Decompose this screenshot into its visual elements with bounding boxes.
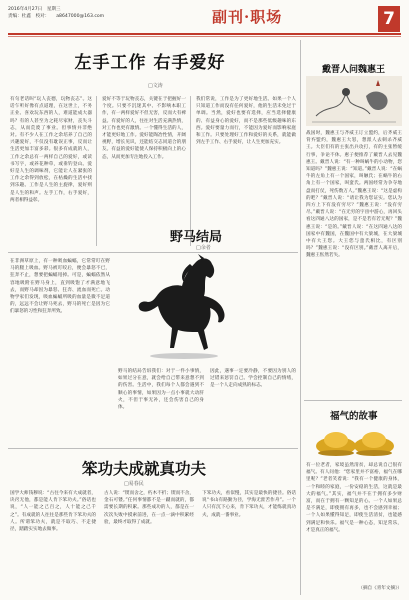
article-byline: □易春民 [124, 481, 144, 487]
article-title: 野马结局 [170, 230, 223, 245]
column-divider [96, 96, 97, 246]
article-text: 在非洲草原上，有一种吸血蝙蝠，它常常叮在野马的腿上吸血。野马被叮咬后，便会暴怒不已，狂奔不止，想要把蝙蝠甩掉。可是，蝙蝠依然从容地吸附在野马身上，直到吸饱了才满意地飞去，而野马却因为暴怒、狂奔、流血而死亡。动物学家们发现，吸血蝙蝠所吸的血量是微不足道的，远远不会让野马死去，野马的死亡是因为它们暴怒的习性和狂奔所致。 [10, 259, 110, 315]
article-title: 左手工作 右手爱好 [74, 53, 226, 73]
section-logo: 副刊·职场 [212, 8, 283, 26]
article-title: 笨功夫成就真功夫 [81, 459, 206, 478]
article-byline: □余者 [196, 245, 211, 251]
article-text: 有句老话叫“玩人丧德，玩物丧志”。这话乍听好像有点道理，在这世上，不务正业、喜欢玩东西的人，难道能成大器吗？有的人甚至为之耗尽家财，丧失斗志，从而荒废了事业。但事情并非绝对。有不少人在工作之余培养了自己的兴趣爱好，不仅没有耽误正事，反而让生活更加丰富多彩。很多有成就的人，工作之余总有一两样自己的爱好，或读书写字，或养花种草，或垂钓登山。爱好是人生的调味剂，它能让人在紧张的工作之余得到放松，在枯燥的生活中找到乐趣。工作是人生的主旋律，爱好则是人生的和声。左手工作，右手爱好，两者相得益彰。 [10, 97, 92, 203]
column-divider [300, 40, 301, 595]
editor-line: 责编：杜鑫 校对： a8647000@163.com [8, 14, 105, 19]
article-text: 国学大师钱穆说：“古往今来有大成就者，诀窍无他，都是能人肯下笨功夫。”俗话也说，“人一能之己百之，人十能之己千之”。有成就的人往往是那些肯下笨功夫的人。所谓笨功夫，就是不取巧、不走捷径，踏踏实实地去做事。 [10, 491, 96, 533]
gold-ingot-illustration [312, 420, 398, 460]
section-rule [8, 448, 298, 449]
article-text: 爱好不等于玩物丧志，关键在于把握好一个度。只要不沉迷其中、不影响本职工作，有一两样爱好不但无害，反而大有裨益。有爱好的人，往往对生活充满热情，对工作也更有激情。一个懂得生活的人，才能更好地工作。爱好能陶冶性情，开阔视野，增长见识，还能结交志同道合的朋友。有益的爱好能使人保持积极向上的心态，从而更加专注地投入工作。 [102, 97, 186, 160]
article-text: 下笨功夫，看似慢，其实是最快的捷径。俗话说“书山有路勤为径，学海无涯苦作舟”。一个人只有沉下心来，肯下笨功夫，才能练就真功夫，成就一番事业。 [202, 491, 296, 518]
masthead-meta [8, 6, 158, 20]
article-text: 野马的结局告诉我们：对于一件小事情，如果过分在意，就会给自己带来意想不到的伤害。生活中，我们每个人都会遇到不顺心的事情，如果因为一点小事就大动肝火，不但于事无补，还会伤害自己的身体。 [118, 369, 204, 411]
section-rule [304, 400, 402, 401]
article-title: 福气的故事 [330, 411, 378, 422]
horse-illustration [118, 252, 238, 364]
article-text: 我们常说，工作是为了更好地生活。如果一个人只知道工作而没有任何爱好，他的生活未免过于单调。当然，爱好也要有选择，应当选择健康的、有益身心的爱好，而不是那些低级趣味的东西。爱好要量力而行，不能因为爱好而影响家庭和工作。只要处理好工作和爱好的关系，就能做到左手工作、右手爱好，让人生更加充实。 [196, 97, 296, 146]
issue-date: 2016年4月27日 星期三 [8, 7, 61, 12]
column-divider [190, 96, 191, 246]
header-rule-thin [8, 36, 401, 37]
article-source: （摘自《青年文摘》） [358, 586, 402, 591]
page-number: 7 [378, 6, 400, 32]
article-title: 戴晋人问魏惠王 [322, 65, 386, 75]
article-text: 因此，遇事一定要冷静，不要因为别人的过错来惩罚自己。学会控制自己的情绪，是一个人走向成熟的标志。 [210, 369, 296, 389]
article-text: 有一位老者，家境虽然清贫，却总说自己很有福气。有人问他：“您家里并不富裕，福气在哪里呢？”老者笑着说：“我有一个健康的身体，一个和睦的家庭，一份安稳的生活，这就是最大的福气。”其实，福气并不在于拥有多少财富，而在于拥有一颗知足的心。一个人如果总是不满足，即使拥有再多，也不会感到幸福；一个人如果懂得知足，即使生活清贫，也能感到满足和快乐。福气是一种心态，知足常乐，才是真正的福气。 [306, 463, 402, 533]
article-text: 古人说：“锲而舍之，朽木不折；锲而不舍，金石可镂。”任何事情都不是一蹴而就的，都需要长期的积累。那些成功的人，都是在一次次失败中摸索前进，在一点一滴中积累经验，最终才取得了成就。 [104, 491, 194, 525]
article-text: 战国时，魏惠王与齐威王订立盟约，后齐威王背弃盟约，魏惠王大怒，想派人去刺杀齐威王。大臣们有的主张出兵攻打，有的主张暂缓行事，争论不休。惠子便推荐了戴晋人去见魏惠王。戴晋人说：“有一种叫蜗牛的小动物，您知道吗？”魏惠王说：“知道。”戴晋人说：“在蜗牛的左角上有一个国家，叫触氏；在蜗牛的右角上有一个国家，叫蛮氏。两国经常为争夺地盘而打仗，死伤数万人。”魏惠王说：“这是虚构的吧？”戴晋人说：“请让我为您证实。您认为四方上下有没有穷尽？”魏惠王说：“没有穷尽。”戴晋人说：“在无穷的宇宙中游心，再回头看这四通八达的国家，是不是若有若无呢？”魏惠王说：“是的。”戴晋人说：“在这四通八达的国家中有魏国，在魏国中有大梁城，在大梁城中有大王您。大王您与蛮氏相比，有区别吗？”魏惠王说：“没有区别。”戴晋人离开后，魏惠王怅然若失。 [306, 131, 402, 259]
header-rule [8, 33, 401, 35]
article-byline: □文涛 [148, 83, 163, 89]
ink-painting-illustration [306, 76, 402, 126]
